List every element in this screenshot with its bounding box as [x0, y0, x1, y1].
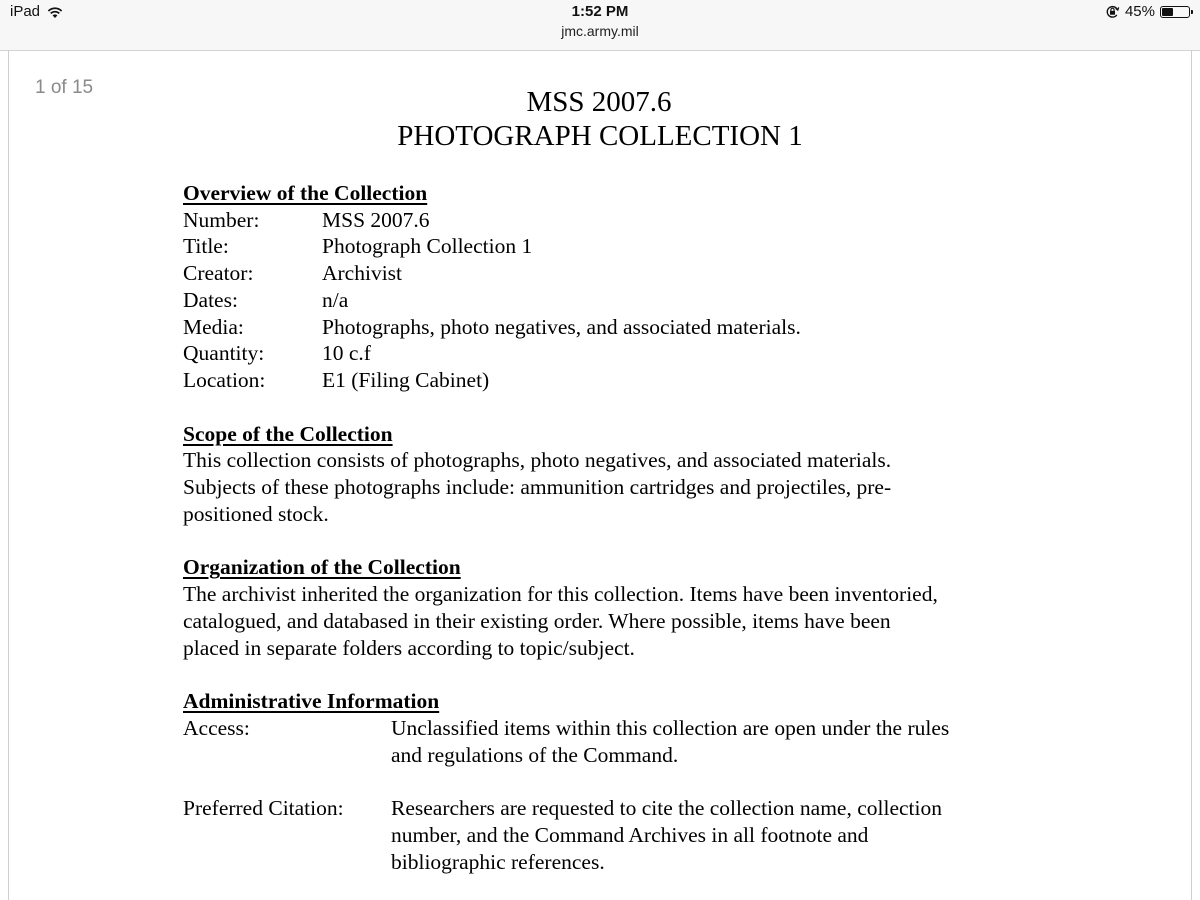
organization-heading: Organization of the Collection	[183, 555, 461, 580]
citation-line: bibliographic references.	[391, 849, 605, 874]
overview-label: Title:	[183, 234, 229, 259]
overview-value: 10 c.f	[322, 341, 371, 366]
status-bar-right	[1105, 3, 1190, 20]
section-gap	[183, 661, 1043, 688]
overview-heading: Overview of the Collection	[183, 181, 428, 205]
overview-row	[183, 340, 1043, 367]
overview-row	[183, 367, 1043, 394]
administrative-section	[183, 688, 1043, 875]
overview-label: Dates:	[183, 287, 238, 312]
rotation-lock-icon	[1105, 4, 1120, 19]
access-line: and regulations of the Command.	[391, 742, 679, 767]
access-text	[391, 715, 1043, 768]
overview-label: Quantity:	[183, 341, 265, 366]
section-gap	[183, 768, 1043, 795]
overview-section	[183, 180, 1043, 394]
overview-row	[183, 260, 1043, 287]
battery-percentage: 45%	[1124, 3, 1155, 20]
overview-label: Number:	[183, 207, 260, 232]
overview-row	[183, 287, 1043, 314]
document-subtitle: PHOTOGRAPH COLLECTION 1	[397, 120, 803, 152]
overview-value: Archivist	[322, 261, 403, 286]
overview-row	[183, 314, 1043, 341]
section-gap	[183, 394, 1043, 421]
organization-section	[183, 554, 1043, 661]
scope-line: positioned stock.	[183, 501, 329, 526]
overview-label: Creator:	[183, 261, 254, 286]
battery-level-fill	[1162, 8, 1173, 16]
organization-line: catalogued, and databased in their existing order. Where possible, items have been	[183, 608, 891, 633]
overview-value: Photographs, photo negatives, and associated materials.	[322, 314, 801, 339]
overview-label: Media:	[183, 314, 244, 339]
page-indicator: 1 of 15	[35, 77, 94, 98]
citation-label: Preferred Citation:	[183, 796, 344, 821]
scope-line: This collection consists of photographs, photo negatives, and associated materials.	[183, 448, 892, 473]
device-name: iPad	[10, 3, 41, 20]
scope-line: Subjects of these photographs include: ammunition cartridges and projectiles, pre-	[183, 475, 892, 500]
overview-value: n/a	[322, 287, 349, 312]
overview-row	[183, 233, 1043, 260]
document-body	[183, 180, 1043, 875]
administrative-heading: Administrative Information	[183, 689, 440, 714]
overview-row	[183, 207, 1043, 234]
scope-heading: Scope of the Collection	[183, 421, 393, 446]
organization-line: The archivist inherited the organization for this collection. Items have been inventoried,	[183, 582, 938, 607]
scope-section	[183, 421, 1043, 528]
access-line: Unclassified items within this collection are open under the rules	[391, 715, 950, 740]
address-bar-url[interactable]: jmc.army.mil	[561, 23, 639, 39]
citation-text	[391, 795, 1043, 875]
organization-line: placed in separate folders according to topic/subject.	[183, 635, 635, 660]
citation-line: number, and the Command Archives in all footnote and	[391, 823, 869, 848]
overview-label: Location:	[183, 367, 266, 392]
overview-value: Photograph Collection 1	[322, 234, 533, 259]
access-label: Access:	[183, 715, 250, 740]
citation-row	[183, 795, 1043, 875]
overview-value: MSS 2007.6	[322, 207, 430, 232]
document-title: MSS 2007.6	[526, 86, 672, 118]
battery-icon	[1160, 6, 1190, 18]
clock: 1:52 PM	[571, 3, 629, 20]
access-row	[183, 715, 1043, 768]
citation-line: Researchers are requested to cite the collection name, collection	[391, 796, 942, 821]
section-gap	[183, 527, 1043, 554]
status-bar	[0, 0, 1200, 51]
overview-value: E1 (Filing Cabinet)	[322, 367, 490, 392]
